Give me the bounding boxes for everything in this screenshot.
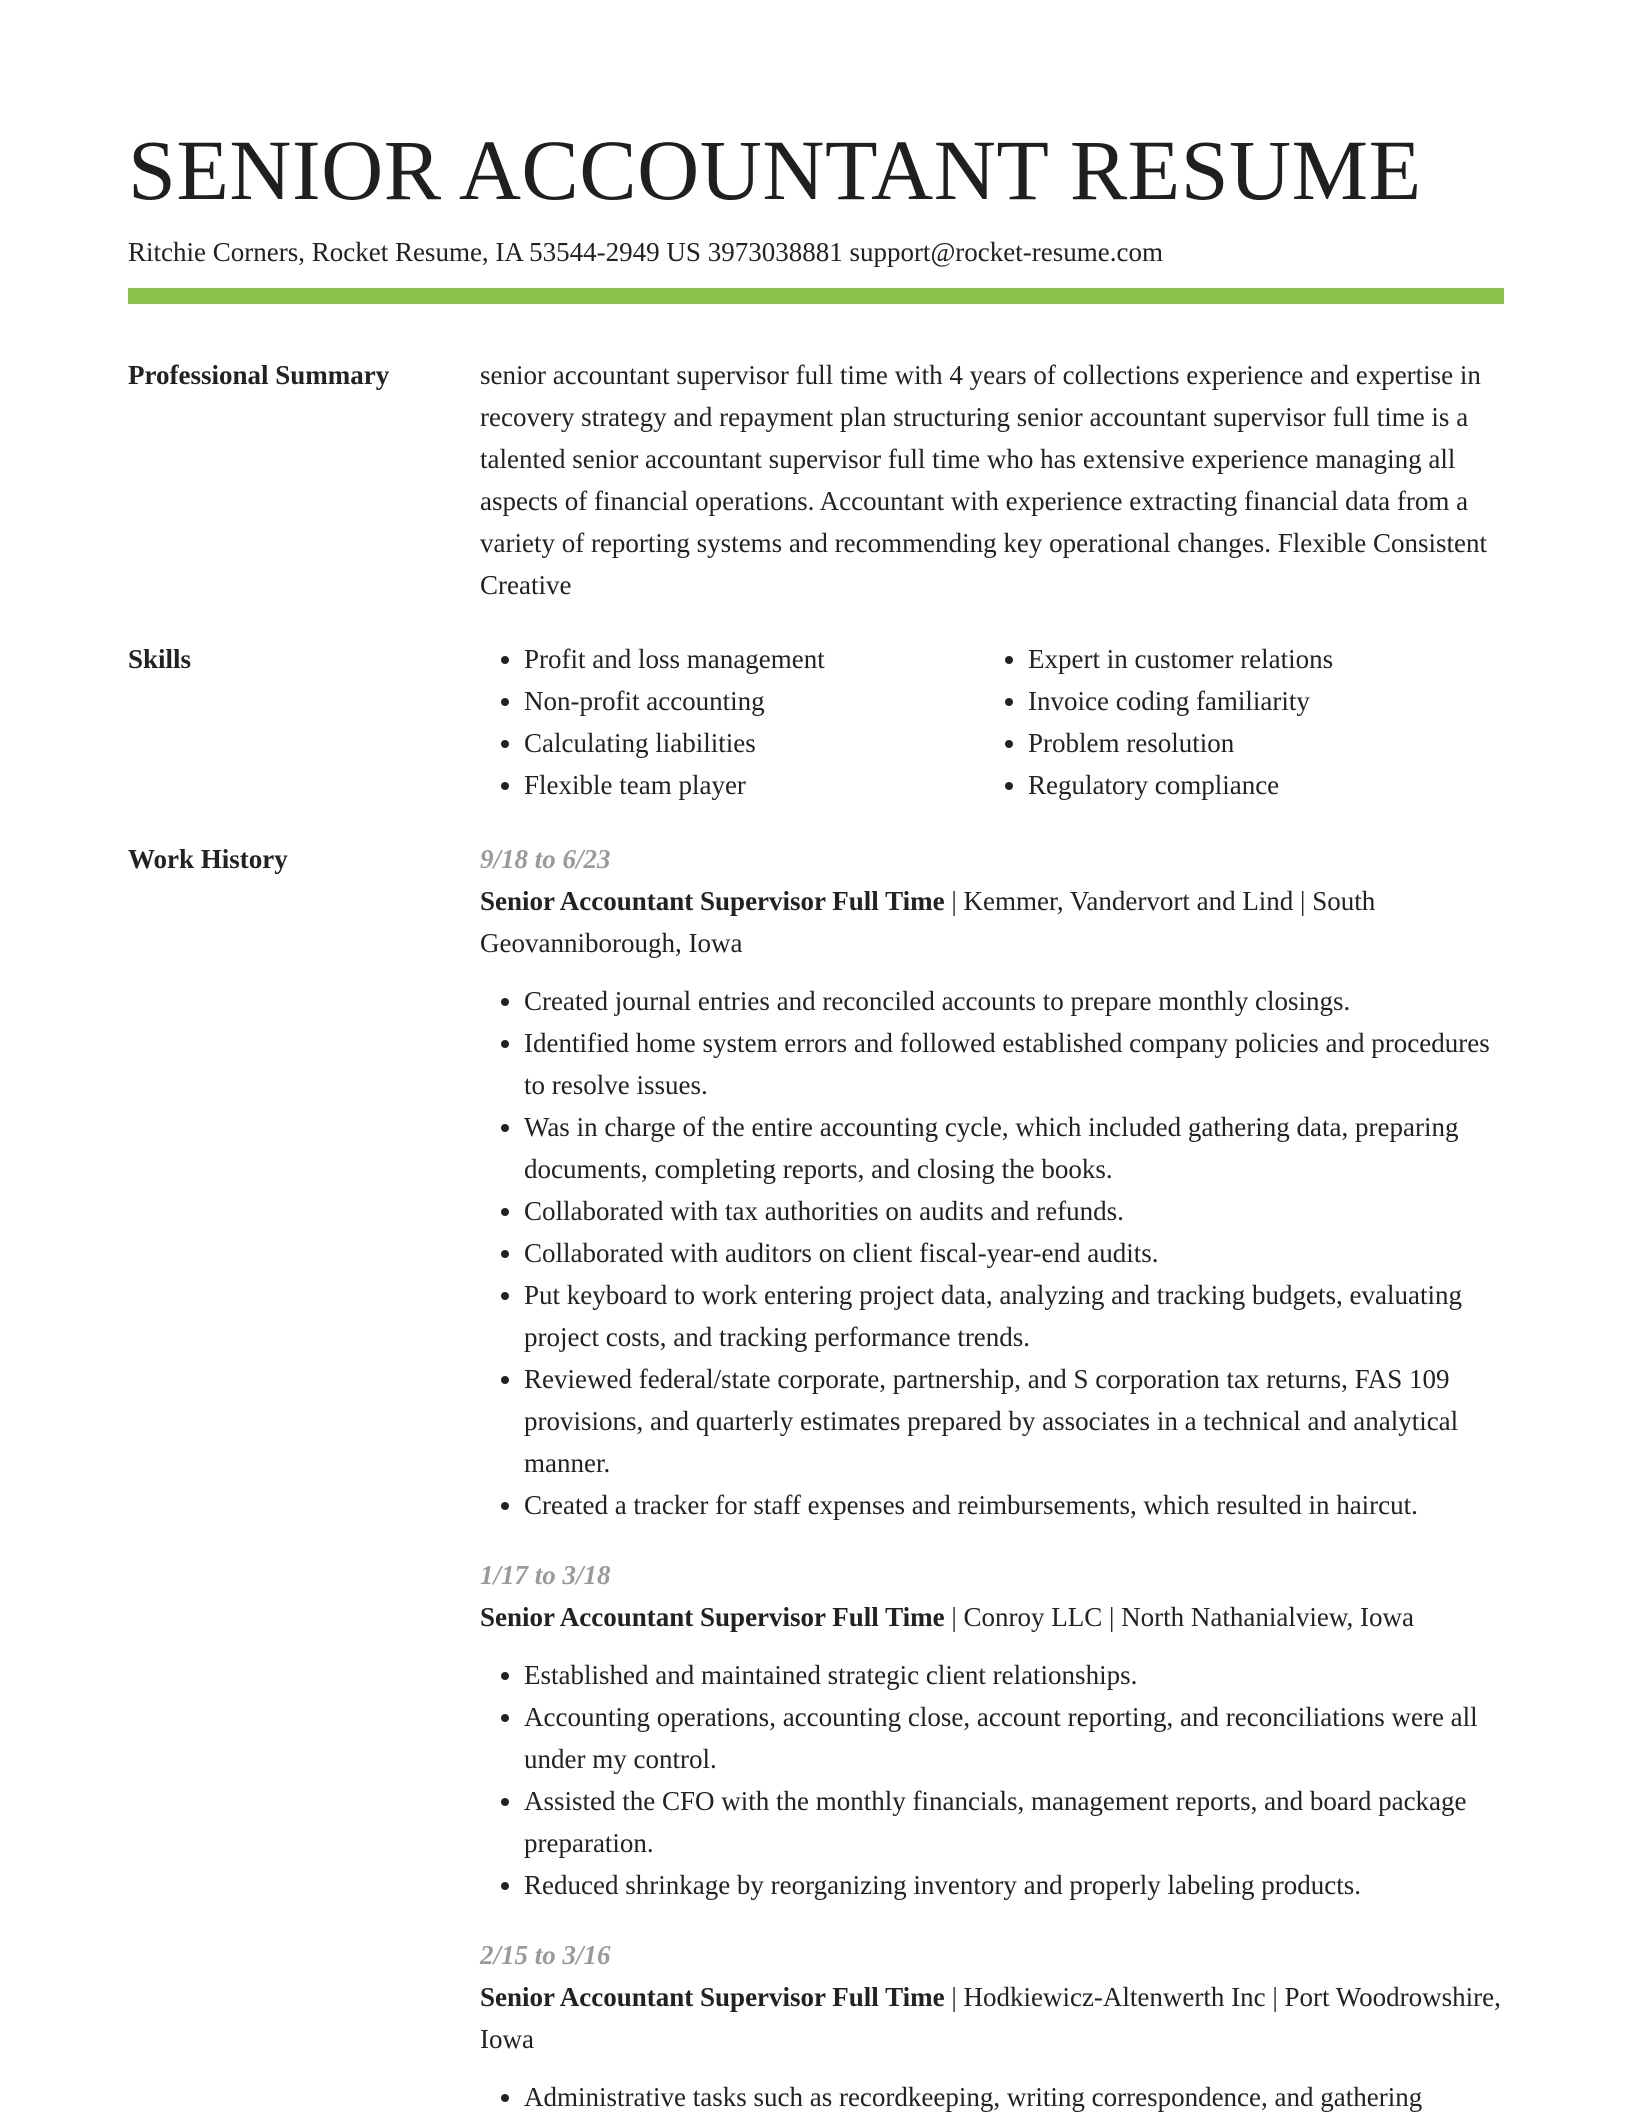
work-history-section bbox=[128, 838, 1504, 2118]
skills-list-left bbox=[480, 638, 984, 806]
job-bullet: • Created journal entries and reconciled accounts to prepare monthly closings. bbox=[524, 980, 1504, 1022]
job-bullet: • Put keyboard to work entering project data, analyzing and tracking budgets, evaluating project costs, and tracking performance trends. bbox=[524, 1274, 1504, 1358]
skill-item: • Non-profit accounting bbox=[524, 680, 984, 722]
job-bullet: • Established and maintained strategic client relationships. bbox=[524, 1654, 1504, 1696]
job-bullet: • Identified home system errors and followed established company policies and procedures to resolve issues. bbox=[524, 1022, 1504, 1106]
job-bullet: • Reviewed federal/state corporate, partnership, and S corporation tax returns, FAS 109 provisions, and quarterly estimates prepared by associates in a technical and analytical manner. bbox=[524, 1358, 1504, 1484]
job-bullet: • Was in charge of the entire accounting cycle, which included gathering data, preparing documents, completing reports, and closing the books. bbox=[524, 1106, 1504, 1190]
job-employer-location: | Kemmer, Vandervort and Lind | South Geovanniborough, Iowa bbox=[480, 886, 1376, 958]
resume-page bbox=[128, 0, 1504, 2118]
section-label-summary: Professional Summary bbox=[128, 360, 390, 390]
job-heading bbox=[480, 1976, 1504, 2060]
job-bullet: • Collaborated with auditors on client fiscal-year-end audits. bbox=[524, 1232, 1504, 1274]
job-dates: 2/15 to 3/16 bbox=[480, 1940, 611, 1970]
skill-item: • Calculating liabilities bbox=[524, 722, 984, 764]
job-entry bbox=[480, 838, 1504, 1526]
skill-item: • Invoice coding familiarity bbox=[1028, 680, 1488, 722]
contact-address: Ritchie Corners, Rocket Resume, IA 53544-2949 US bbox=[128, 237, 701, 267]
job-bullet: • Collaborated with tax authorities on audits and refunds. bbox=[524, 1190, 1504, 1232]
job-employer-location: | Hodkiewicz-Altenwerth Inc | Port Woodrowshire, Iowa bbox=[480, 1982, 1501, 2054]
skills-grid bbox=[480, 638, 1504, 806]
work-history-body bbox=[480, 838, 1504, 2118]
contact-line bbox=[128, 236, 1504, 268]
resume-title: SENIOR ACCOUNTANT RESUME bbox=[128, 122, 1422, 218]
skills-list-right bbox=[984, 638, 1488, 806]
job-bullet: • Assisted the CFO with the monthly financials, management reports, and board package preparation. bbox=[524, 1780, 1504, 1864]
section-label-skills: Skills bbox=[128, 644, 192, 674]
job-bullets bbox=[480, 980, 1504, 1526]
summary-text: senior accountant supervisor full time with 4 years of collections experience and expertise in recovery strategy and repayment plan structuring senior accountant supervisor full time is a talented senior accountant supervisor full time who has extensive experience managing all aspects of financial operations. Accountant with experience extracting financial data from a variety of reporting systems and recommending key operational changes. Flexible Consistent Creative bbox=[480, 360, 1488, 600]
skill-item: • Profit and loss management bbox=[524, 638, 984, 680]
skill-item: • Flexible team player bbox=[524, 764, 984, 806]
job-bullets bbox=[480, 1654, 1504, 1906]
job-employer-location: | Conroy LLC | North Nathanialview, Iowa bbox=[944, 1602, 1415, 1632]
job-dates: 1/17 to 3/18 bbox=[480, 1560, 611, 1590]
skills-body bbox=[480, 638, 1504, 806]
professional-summary-section bbox=[128, 354, 1504, 606]
job-title: Senior Accountant Supervisor Full Time bbox=[480, 886, 945, 916]
job-entry bbox=[480, 1554, 1504, 1906]
header-divider bbox=[128, 288, 1504, 304]
skills-section bbox=[128, 638, 1504, 806]
job-bullet: • Created a tracker for staff expenses and reimbursements, which resulted in haircut. bbox=[524, 1484, 1504, 1526]
skill-item: • Regulatory compliance bbox=[1028, 764, 1488, 806]
job-entry bbox=[480, 1934, 1504, 2118]
job-bullet: • Administrative tasks such as recordkeeping, writing correspondence, and gathering bbox=[524, 2076, 1504, 2118]
job-heading bbox=[480, 880, 1504, 964]
job-title: Senior Accountant Supervisor Full Time bbox=[480, 1982, 945, 2012]
contact-phone: 3973038881 bbox=[707, 237, 843, 267]
job-bullet: • Reduced shrinkage by reorganizing inventory and properly labeling products. bbox=[524, 1864, 1504, 1906]
job-title: Senior Accountant Supervisor Full Time bbox=[480, 1602, 945, 1632]
job-dates: 9/18 to 6/23 bbox=[480, 844, 611, 874]
section-label-work-history: Work History bbox=[128, 844, 288, 874]
job-heading bbox=[480, 1596, 1504, 1638]
job-bullet: • Accounting operations, accounting close, account reporting, and reconciliations were all under my control. bbox=[524, 1696, 1504, 1780]
contact-email: support@rocket-resume.com bbox=[849, 237, 1163, 267]
skill-item: • Problem resolution bbox=[1028, 722, 1488, 764]
summary-body bbox=[480, 354, 1504, 606]
skill-item: • Expert in customer relations bbox=[1028, 638, 1488, 680]
